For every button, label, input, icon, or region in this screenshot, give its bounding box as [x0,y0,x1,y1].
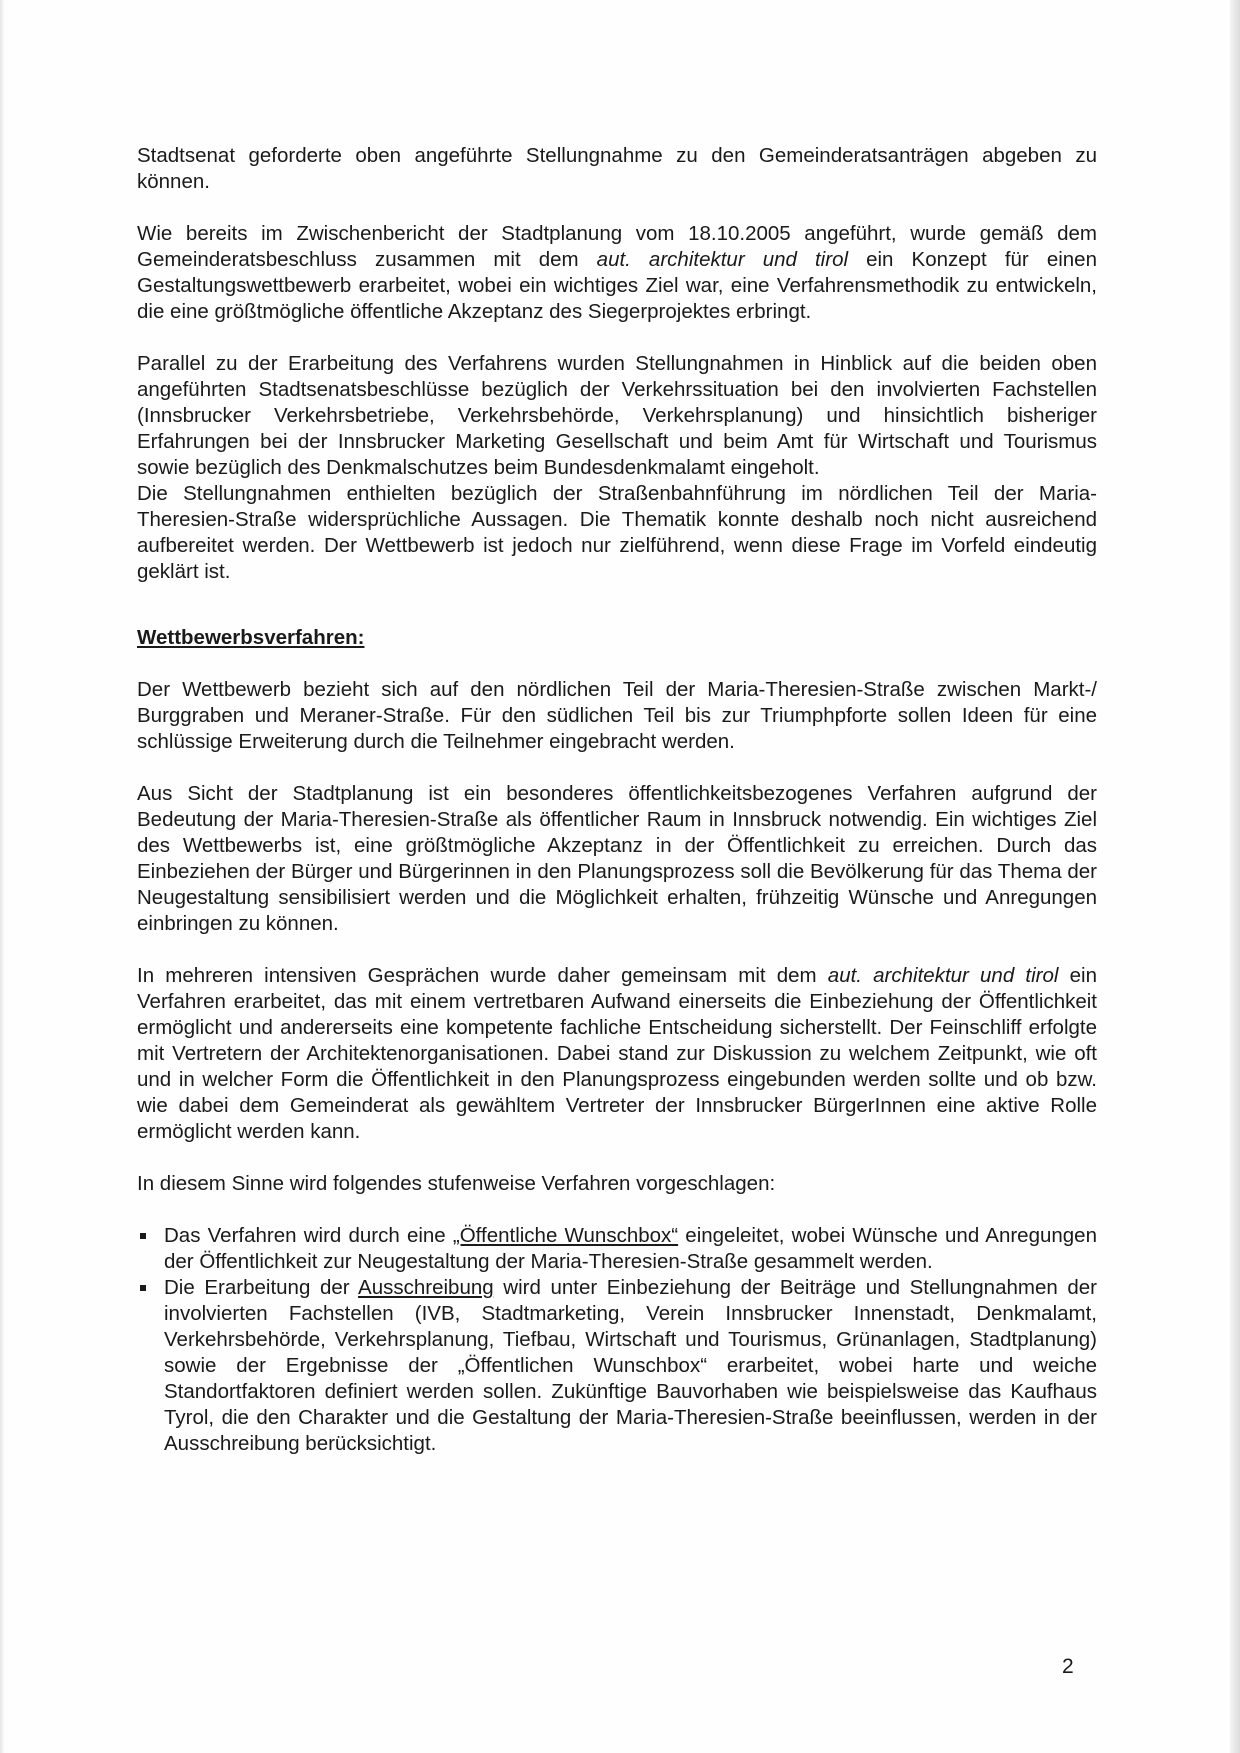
procedure-list [137,1223,1097,1457]
paragraph-text: Wie bereits im Zwischenbericht der Stadtplanung vom 18.10.2005 angeführt, wurde gemäß dem Gemeinderatsbeschluss zusammen mit dem [137,222,1097,271]
scan-edge-right [1230,0,1240,1753]
list-item-text: wird unter Einbeziehung der Beiträge und Stellungnahmen der involvierten Fachstellen (IVB, Stadtmarketing, Verein Innsbrucker Innenstadt, Denkmalamt, Verkehrsbehörde, Verkehrsplanung, Tiefbau, Wirtschaft und Tourismus, Grünanlagen, Stadtplanung) sowie der Ergebnisse der „Öffentlichen Wunschbox“ erarbeitet, wobei harte und weiche Standortfaktoren definiert werden sollen. Zukünftige Bauvorhaben wie beispielsweise das Kaufhaus Tyrol, die den Charakter und die Gestaltung der Maria-Theresien-Straße beeinflussen, werden in der Ausschreibung berücksichtigt. [164,1276,1097,1455]
document-body [137,143,1097,1457]
paragraph-text: ein Konzept für einen Gestaltungswettbewerb erarbeitet, wobei ein wichtiges Ziel war, eine Verfahrensmethodik zu entwickeln, die eine größtmögliche öffentliche Akzeptanz des Siegerprojektes erbringt. [137,248,1097,323]
list-item [137,1223,1097,1275]
paragraph-wettbewerb-bereich: Der Wettbewerb bezieht sich auf den nördlichen Teil der Maria-Theresien-Straße zwischen Markt-/ Burggraben und Meraner-Straße. Für den südlichen Teil bis zur Triumphpforte sollen Ideen für eine schlüssige Erweiterung durch die Teilnehmer eingebracht werden. [137,678,1097,753]
section-heading: Wettbewerbsverfahren: [137,626,365,649]
organization-name-italic: aut. architektur und tirol [827,964,1059,987]
paragraph-zwischenbericht [137,221,1097,325]
scan-edge-left [0,0,4,1753]
list-item [137,1275,1097,1457]
list-item-text: Die Erarbeitung der [164,1276,359,1299]
paragraph-oeffentlichkeit: Aus Sicht der Stadtplanung ist ein besonderes öffentlichkeitsbezogenes Verfahren aufgrund der Bedeutung der Maria-Theresien-Straße als öffentlicher Raum in Innsbruck notwendig. Ein wichtiges Ziel des Wettbewerbs ist, eine größtmögliche Akzeptanz in der Öffentlichkeit zu erreichen. Durch das Einbeziehen der Bürger und Bürgerinnen in den Planungsprozess soll die Bevölkerung für das Thema der Neugestaltung sensibilisiert werden und die Möglichkeit erhalten, frühzeitig Wünsche und Anregungen einbringen zu können. [137,782,1097,935]
paragraph-gespraeche [137,963,1097,1145]
list-item-text: eingeleitet, wobei Wünsche und Anregungen der Öffentlichkeit zur Neugestaltung der Maria-Theresien-Straße gesammelt werden. [164,1224,1097,1273]
paragraph-text: ein Verfahren erarbeitet, das mit einem vertretbaren Aufwand einerseits die Einbeziehung der Öffentlichkeit ermöglicht und andererseits eine kompetente fachliche Entscheidung sicherstellt. Der Feinschliff erfolgte mit Vertretern der Architektenorganisationen. Dabei stand zur Diskussion zu welchem Zeitpunkt, wie oft und in welcher Form die Öffentlichkeit in den Planungsprozess eingebunden werden sollte und ob bzw. wie dabei dem Gemeinderat als gewähltem Vertreter der Innsbrucker BürgerInnen eine aktive Rolle ermöglicht werden kann. [137,964,1097,1143]
list-item-text: Das Verfahren wird durch eine [164,1224,453,1247]
paragraph-strassenbahn: Die Stellungnahmen enthielten bezüglich der Straßenbahnführung im nördlichen Teil der Maria-Theresien-Straße widersprüchliche Aussagen. Die Thematik konnte deshalb noch nicht ausreichend aufbereitet werden. Der Wettbewerb ist jedoch nur zielführend, wenn diese Frage im Vorfeld eindeutig geklärt ist. [137,482,1097,583]
paragraph-continuation: Stadtsenat geforderte oben angeführte Stellungnahme zu den Gemeinderatsanträgen abgeben zu können. [137,144,1097,193]
page-number: 2 [1062,1655,1074,1678]
underlined-term: „Öffentliche Wunschbox“ [452,1224,679,1247]
organization-name-italic: aut. architektur und tirol [596,248,849,271]
paragraph-stellungnahmen: Parallel zu der Erarbeitung des Verfahrens wurden Stellungnahmen in Hinblick auf die beiden oben angeführten Stadtsenatsbeschlüsse bezüglich der Verkehrssituation bei den involvierten Fachstellen (Innsbrucker Verkehrsbetriebe, Verkehrsbehörde, Verkehrsplanung) und hinsichtlich bisheriger Erfahrungen bei der Innsbrucker Marketing Gesellschaft und beim Amt für Wirtschaft und Tourismus sowie bezüglich des Denkmalschutzes beim Bundesdenkmalamt eingeholt. [137,352,1097,479]
paragraph-verfahren-intro: In diesem Sinne wird folgendes stufenweise Verfahren vorgeschlagen: [137,1172,776,1195]
underlined-term: Ausschreibung [358,1276,494,1299]
paragraph-text: In mehreren intensiven Gesprächen wurde daher gemeinsam mit dem [137,964,828,987]
